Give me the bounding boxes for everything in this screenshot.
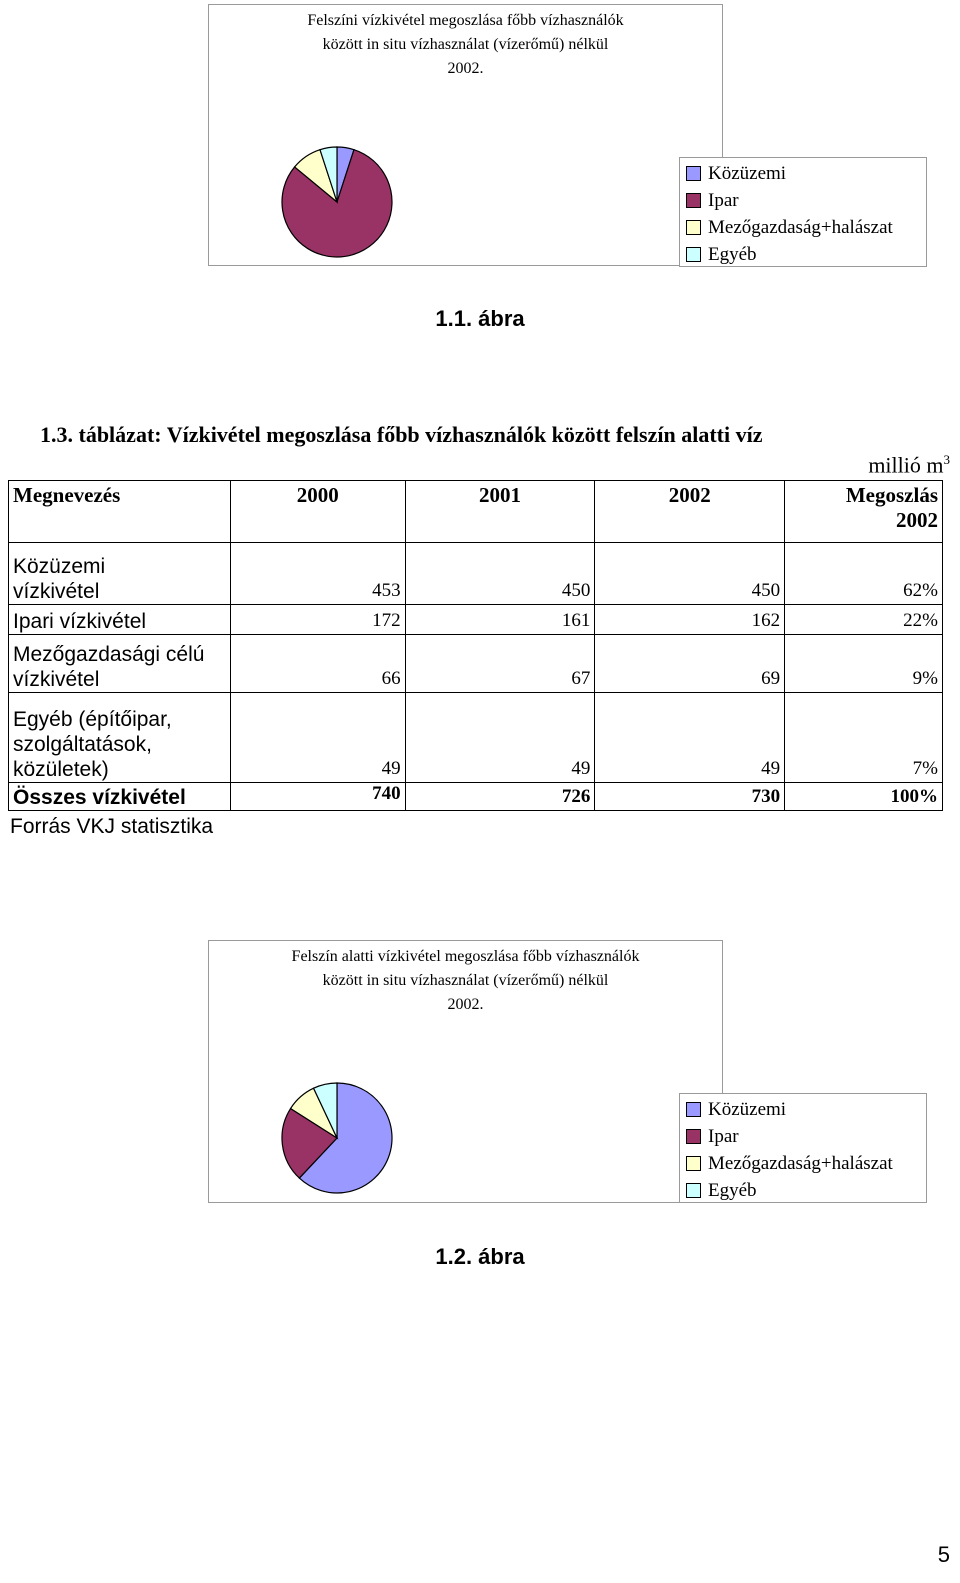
legend-label: Ipar bbox=[708, 1125, 739, 1147]
header-share-line: 2002 bbox=[896, 508, 938, 532]
legend-swatch bbox=[686, 166, 701, 181]
cell-2000: 66 bbox=[230, 635, 405, 693]
cell-2000: 453 bbox=[230, 543, 405, 605]
unit-text: millió m bbox=[868, 452, 944, 478]
row-label-line: Ipari vízkivétel bbox=[13, 610, 147, 633]
chart-title-line: 2002. bbox=[447, 996, 484, 1013]
total-share: 100% bbox=[785, 783, 943, 811]
legend-item-kozuzemi bbox=[680, 1096, 926, 1123]
chart-title-line: 2002. bbox=[447, 60, 484, 77]
row-label-line: vízkivétel bbox=[13, 668, 100, 691]
legend-swatch bbox=[686, 220, 701, 235]
header-2001: 2001 bbox=[405, 481, 595, 543]
total-2002: 730 bbox=[595, 783, 785, 811]
header-name: Megnevezés bbox=[9, 481, 231, 543]
cell-2001: 450 bbox=[405, 543, 595, 605]
cell-2002: 69 bbox=[595, 635, 785, 693]
cell-2002: 162 bbox=[595, 605, 785, 635]
legend-label: Egyéb bbox=[708, 243, 757, 265]
cell-share: 9% bbox=[785, 635, 943, 693]
legend-swatch bbox=[686, 1102, 701, 1117]
chart-title-line: között in situ vízhasználat (vízerőmű) nélkül bbox=[322, 36, 609, 53]
table-row bbox=[9, 635, 943, 693]
header-2000: 2000 bbox=[230, 481, 405, 543]
cell-2001: 67 bbox=[405, 635, 595, 693]
pie-chart bbox=[259, 135, 399, 265]
legend-item-mezogazdasag bbox=[680, 1150, 926, 1177]
legend-item-kozuzemi bbox=[680, 160, 926, 187]
legend-swatch bbox=[686, 193, 701, 208]
legend-item-mezogazdasag bbox=[680, 214, 926, 241]
cell-share: 62% bbox=[785, 543, 943, 605]
cell-2002: 450 bbox=[595, 543, 785, 605]
chart-title bbox=[209, 9, 722, 81]
row-label-line: Mezőgazdasági célú bbox=[13, 643, 205, 666]
cell-2000: 172 bbox=[230, 605, 405, 635]
row-label-line: Közüzemi bbox=[13, 555, 106, 578]
cell-share: 7% bbox=[785, 693, 943, 783]
table-total-row bbox=[9, 783, 943, 811]
header-2002: 2002 bbox=[595, 481, 785, 543]
unit-label bbox=[868, 452, 950, 478]
row-label bbox=[9, 605, 231, 635]
legend-label: Mezőgazdaság+halászat bbox=[708, 1152, 893, 1174]
table-title-text: 1.3. táblázat: Vízkivétel megoszlása főbb vízhasználók között felszín alatti víz bbox=[40, 422, 763, 447]
header-share-line: Megoszlás bbox=[845, 483, 938, 507]
unit-superscript: 3 bbox=[943, 452, 950, 467]
legend-item-ipar bbox=[680, 1123, 926, 1150]
row-label-line: közületek) bbox=[13, 758, 109, 781]
cell-2002: 49 bbox=[595, 693, 785, 783]
legend-label: Ipar bbox=[708, 189, 739, 211]
total-2001: 726 bbox=[405, 783, 595, 811]
chart-legend bbox=[679, 1093, 927, 1203]
row-label-line: szolgáltatások, bbox=[13, 733, 152, 756]
table-row bbox=[9, 605, 943, 635]
chart-groundwater bbox=[208, 940, 893, 1203]
table-header-row bbox=[9, 481, 943, 543]
row-label-line: vízkivétel bbox=[13, 580, 100, 603]
legend-item-egyeb bbox=[680, 241, 926, 268]
cell-2000: 49 bbox=[230, 693, 405, 783]
figure-caption: 1.1. ábra bbox=[435, 306, 525, 331]
chart-surface-water bbox=[208, 4, 893, 266]
chart-title-line: Felszíni vízkivétel megoszlása főbb vízhasználók bbox=[307, 12, 624, 29]
legend-swatch bbox=[686, 1156, 701, 1171]
legend-label: Egyéb bbox=[708, 1179, 757, 1201]
cell-2001: 49 bbox=[405, 693, 595, 783]
chart-title bbox=[209, 945, 722, 1017]
chart-title-line: között in situ vízhasználat (vízerőmű) nélkül bbox=[322, 972, 609, 989]
total-2000: 740 bbox=[230, 783, 405, 811]
page-number: 5 bbox=[937, 1542, 950, 1567]
legend-item-egyeb bbox=[680, 1177, 926, 1204]
water-withdrawal-table bbox=[8, 480, 943, 811]
legend-label: Közüzemi bbox=[708, 162, 787, 184]
table-title bbox=[40, 422, 762, 448]
row-label-line: Egyéb (építőipar, bbox=[13, 708, 172, 731]
legend-swatch bbox=[686, 1183, 701, 1198]
header-share bbox=[785, 481, 943, 543]
chart-legend bbox=[679, 157, 927, 267]
cell-2001: 161 bbox=[405, 605, 595, 635]
row-label bbox=[9, 693, 231, 783]
table-source: Forrás VKJ statisztika bbox=[10, 815, 214, 838]
legend-label: Közüzemi bbox=[708, 1098, 787, 1120]
chart-title-line: Felszín alatti vízkivétel megoszlása főbb vízhasználók bbox=[291, 948, 640, 965]
total-label: Összes vízkivétel bbox=[9, 783, 231, 811]
row-label bbox=[9, 635, 231, 693]
figure-caption: 1.2. ábra bbox=[435, 1244, 525, 1269]
legend-swatch bbox=[686, 1129, 701, 1144]
pie-chart bbox=[259, 1071, 399, 1201]
table-row bbox=[9, 543, 943, 605]
row-label bbox=[9, 543, 231, 605]
legend-swatch bbox=[686, 247, 701, 262]
cell-share: 22% bbox=[785, 605, 943, 635]
legend-label: Mezőgazdaság+halászat bbox=[708, 216, 893, 238]
legend-item-ipar bbox=[680, 187, 926, 214]
table-row bbox=[9, 693, 943, 783]
